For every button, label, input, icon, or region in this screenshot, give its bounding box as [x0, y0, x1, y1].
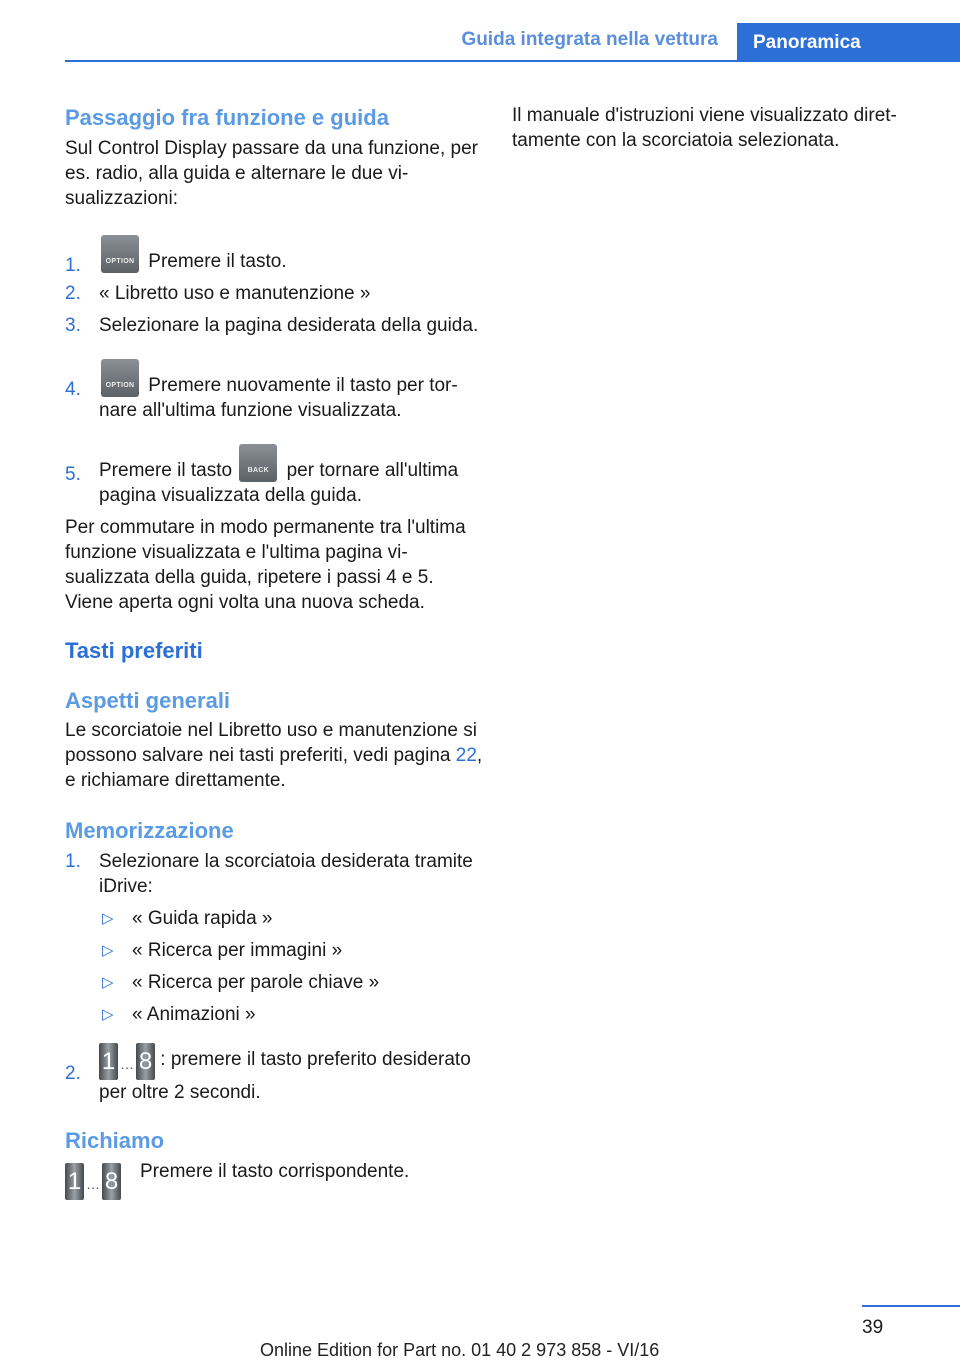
heading-general: Aspetti generali	[65, 688, 231, 713]
store-steps	[65, 849, 483, 1105]
favorite-key-8-icon: 8	[136, 1043, 155, 1080]
favorite-key-8-icon: 8	[102, 1163, 121, 1200]
step-text: Premere nuovamente il tasto per tornare all'ultima funzione visualizzata.	[99, 375, 458, 421]
paragraph-general	[65, 718, 483, 793]
heading-switch: Passaggio fra funzione e guida	[65, 105, 389, 130]
list-item	[99, 906, 483, 931]
step-number: 4.	[65, 379, 81, 400]
back-button-label: BACK	[247, 467, 270, 474]
left-column	[65, 100, 483, 1201]
step-text: Premere il tasto.	[143, 251, 287, 272]
switch-steps	[65, 231, 483, 508]
step-number: 2.	[65, 283, 81, 304]
step-text: Selezionare la scorciatoia desiderata tramite iDrive:	[99, 851, 473, 897]
page-header	[0, 0, 960, 64]
list-item	[99, 1002, 483, 1027]
bullet-text: « Guida rapida »	[132, 908, 273, 929]
step-text: « Libretto uso e manutenzione »	[99, 283, 371, 304]
list-item	[65, 1041, 483, 1105]
step-text: Premere il tasto	[99, 460, 238, 481]
paragraph-toggle: Per commutare in modo permanente tra l'ultima funzione visualizzata e l'ultima pagina visualizzata della guida, ripetere i passi 4 e 5. Viene aperta ogni volta una nuova scheda.	[65, 517, 466, 613]
list-item	[65, 313, 483, 338]
step-number: 1.	[65, 851, 81, 872]
bullet-text: « Ricerca per parole chiave »	[132, 972, 380, 993]
store-options	[99, 906, 483, 1027]
option-button-label: OPTION	[105, 258, 135, 265]
ellipsis: …	[86, 1176, 100, 1192]
favorite-key-1-icon: 1	[99, 1043, 118, 1080]
favorite-key-1-icon: 1	[65, 1163, 84, 1200]
step-number: 2.	[65, 1063, 81, 1084]
edition-footer: Online Edition for Part no. 01 40 2 973 858 - VI/16	[260, 1340, 660, 1360]
bullet-text: « Ricerca per immagini »	[132, 940, 343, 961]
heading-favorites: Tasti preferiti	[65, 638, 203, 663]
step-number: 1.	[65, 255, 81, 276]
triangle-bullet-icon: ▷	[102, 974, 114, 991]
triangle-bullet-icon: ▷	[102, 942, 114, 959]
step-number: 3.	[65, 315, 81, 336]
back-button-icon	[239, 444, 277, 482]
header-section-title: Guida integrata nella vettura	[461, 29, 718, 50]
triangle-bullet-icon: ▷	[102, 910, 114, 927]
list-item	[65, 440, 483, 508]
list-item	[99, 938, 483, 963]
page-link[interactable]: 22	[455, 745, 477, 766]
header-rule	[65, 60, 960, 62]
bullet-text: « Animazioni »	[132, 1004, 256, 1025]
step-text: : premere il tasto preferito desiderato per oltre 2 secondi.	[99, 1049, 471, 1103]
step-number: 5.	[65, 464, 81, 485]
heading-recall: Richiamo	[65, 1128, 165, 1153]
page-number: 39	[862, 1317, 884, 1338]
ellipsis: …	[120, 1056, 134, 1072]
option-button-icon	[101, 359, 139, 397]
option-button-icon	[101, 235, 139, 273]
list-item	[99, 970, 483, 995]
step-text: per tornare all'ultima pagina visualizzata della guida.	[99, 460, 459, 506]
heading-store: Memorizzazione	[65, 818, 234, 843]
header-chapter-tab: Panoramica	[737, 23, 960, 61]
general-text: Le scorciatoie nel Libretto uso e manutenzione si possono salvare nei tasti preferiti, vedi pagina	[65, 720, 477, 766]
list-item	[65, 281, 483, 306]
recall-row	[65, 1159, 483, 1201]
option-button-label: OPTION	[105, 382, 135, 389]
right-column	[512, 100, 932, 153]
list-item	[65, 231, 483, 274]
recall-keys	[65, 1163, 121, 1200]
step-text: Selezionare la pagina desiderata della guida.	[99, 315, 479, 336]
footer-rule	[862, 1305, 960, 1307]
paragraph-switch: Sul Control Display passare da una funzione, per es. radio, alla guida e alternare le due visualizzazioni:	[65, 138, 478, 209]
list-item	[65, 849, 483, 1027]
triangle-bullet-icon: ▷	[102, 1006, 114, 1023]
general-text: , e richiamare direttamente.	[65, 745, 483, 791]
paragraph-manual: Il manuale d'istruzioni viene visualizzato direttamente con la scorciatoia selezionata.	[512, 105, 897, 151]
list-item	[65, 355, 483, 423]
paragraph-recall: Premere il tasto corrispondente.	[140, 1161, 410, 1182]
